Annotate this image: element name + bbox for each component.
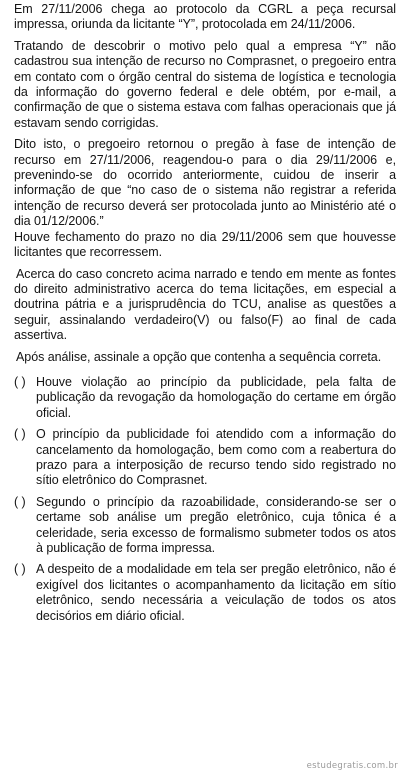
assertion-text: A despeito de a modalidade em tela ser pregão eletrônico, não é exigível dos licitantes o acompanhamento da licitação em sítio eletrônico, sendo necessária a veiculação de todos os atos decisórios em diário oficial. <box>36 562 396 623</box>
assertion-text: Houve violação ao princípio da publicidade, pela falta de publicação da revogação da homologação do certame em órgão oficial. <box>36 374 396 420</box>
site-watermark: estudegratis.com.br <box>306 761 398 771</box>
paragraph-investigation: Tratando de descobrir o motivo pelo qual a empresa “Y” não cadastrou sua intenção de recurso no Comprasnet, o pregoeiro entra em contato com o órgão central do sistema de logística e tecnologia da informação do governo federal e dele obtém, por e-mail, a confirmação de que o sistema estava com falhas operacionais que já estavam sendo corrigidas. <box>14 38 396 130</box>
paragraph-protocol: Em 27/11/2006 chega ao protocolo da CGRL a peça recursal impressa, oriunda da licitante “Y”, protocolada em 24/11/2006. <box>14 2 396 32</box>
paragraph-prompt: Após análise, assinale a opção que contenha a sequência correta. <box>16 349 382 364</box>
answer-checkbox[interactable]: ( ) <box>14 427 26 442</box>
answer-checkbox[interactable]: ( ) <box>14 374 26 389</box>
assertion-item-2[interactable] <box>14 427 396 489</box>
assertion-item-4[interactable] <box>14 562 396 624</box>
answer-checkbox[interactable]: ( ) <box>14 494 26 509</box>
assertion-item-3[interactable] <box>14 495 396 557</box>
paragraph-deadline-closed: Houve fechamento do prazo no dia 29/11/2006 sem que houvesse licitantes que recorressem. <box>14 229 396 260</box>
question-document <box>14 2 396 630</box>
answer-checkbox[interactable]: ( ) <box>14 562 26 577</box>
assertion-text: O princípio da publicidade foi atendido com a informação do cancelamento da homologação, bem como com a reabertura do prazo para a interposição de recurso tendo sido registrado no sítio eletrônico do Comprasnet. <box>36 427 396 488</box>
paragraph-reschedule: Dito isto, o pregoeiro retornou o pregão à fase de intenção de recurso em 27/11/2006, reagendou-o para o dia 29/11/2006 e, prevenindo-se do ocorrido anteriormente, cuidou de inserir a informação de que “no caso de o sistema não registrar a referida intenção de recurso deverá ser protocolada junto ao Ministério até o dia 01/12/2006.” <box>14 137 396 229</box>
assertion-item-1[interactable] <box>14 375 396 421</box>
assertion-text: Segundo o princípio da razoabilidade, considerando-se ser o certame sob análise um pregão eletrônico, cuja tônica é a celeridade, seria excesso de formalismo submeter todos os atos à publicação de forma impressa. <box>36 494 396 555</box>
assertion-list <box>14 375 396 624</box>
paragraph-instructions: Acerca do caso concreto acima narrado e tendo em mente as fontes do direito administrativo acerca do tema licitações, em especial a doutrina pátria e a jurisprudência do TCU, analise as questões a seguir, assinalando verdadeiro(V) ou falso(F) ao final de cada assertiva. <box>14 266 396 343</box>
